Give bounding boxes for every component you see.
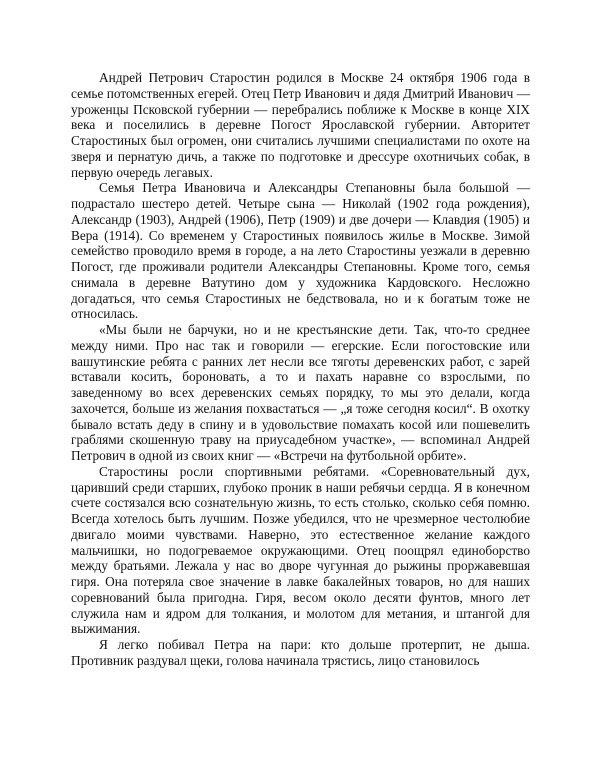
paragraph-5: Я легко побивал Петра на пари: кто дольше протерпит, не дыша. Противник раздувал щеки, голова начинала трястись, лицо становилось (71, 637, 530, 668)
paragraph-2: Семья Петра Ивановича и Александры Степановны была большой — подрастало шестеро детей. Четыре сына — Николай (1902 года рождения), Александр (1903), Андрей (1906), Петр (1909) и две дочери — Клавдия (1905) и Вера (1914). Со временем у Старостиных появилось жилье в Москве. Зимой семейство проводило время в городе, а на лето Старостины уезжали в деревню Погост, где проживали родители Александры Степановны. Кроме того, семья снимала в деревне Ватутино дом у художника Кардовского. Несложно догадаться, что семья Старостиных не бедствовала, но и к богатым тоже не относилась. (71, 180, 530, 322)
body-text (71, 70, 530, 669)
paragraph-1: Андрей Петрович Старостин родился в Москве 24 октября 1906 года в семье потомственных егерей. Отец Петр Иванович и дядя Дмитрий Иванович — уроженцы Псковской губернии — перебрались поближе к Москве в конце XIX века и поселились в деревне Погост Ярославской губернии. Авторитет Старостиных был огромен, они считались лучшими специалистами по охоте на зверя и пернатую дичь, а также по подготовке и дрессуре охотничьих собак, в первую очередь легавых. (71, 70, 530, 180)
paragraph-3: «Мы были не барчуки, но и не крестьянские дети. Так, что-то среднее между ними. Про нас так и говорили — егерские. Если погостовские или вашутинские ребята с ранних лет несли все тяготы деревенских работ, с зарей вставали косить, бороновать, а то и пахать наравне со взрослыми, по заведенному во всех деревенских семьях порядку, то мы это делали, когда захочется, больше из желания похвастаться — „я тоже сегодня косил“. В охотку бывало встать деду в спину и в удовольствие помахать косой или пошевелить граблями скошенную траву на приусадебном участке», — вспоминал Андрей Петрович в одной из своих книг — «Встречи на футбольной орбите». (71, 322, 530, 463)
paragraph-4: Старостины росли спортивными ребятами. «Соревновательный дух, царивший среди старших, глубоко проник в наши ребячьи сердца. Я в конечном счете состязался всю сознательную жизнь, то есть столько, сколько себя помню. Всегда хотелось быть лучшим. Позже убедился, что не чрезмерное честолюбие двигало моими чувствами. Наверно, это естественное желание каждого мальчишки, но подогреваемое окружающими. Отец поощрял единоборство между братьями. Лежала у нас во дворе чугунная до рыжины проржавевшая гиря. Она потеряла свое значение в лавке бакалейных товаров, но для наших соревнований была пригодна. Гиря, весом около десяти фунтов, много лет служила нам и ядром для толкания, и молотом для метания, и штангой для выжимания. (71, 463, 530, 637)
